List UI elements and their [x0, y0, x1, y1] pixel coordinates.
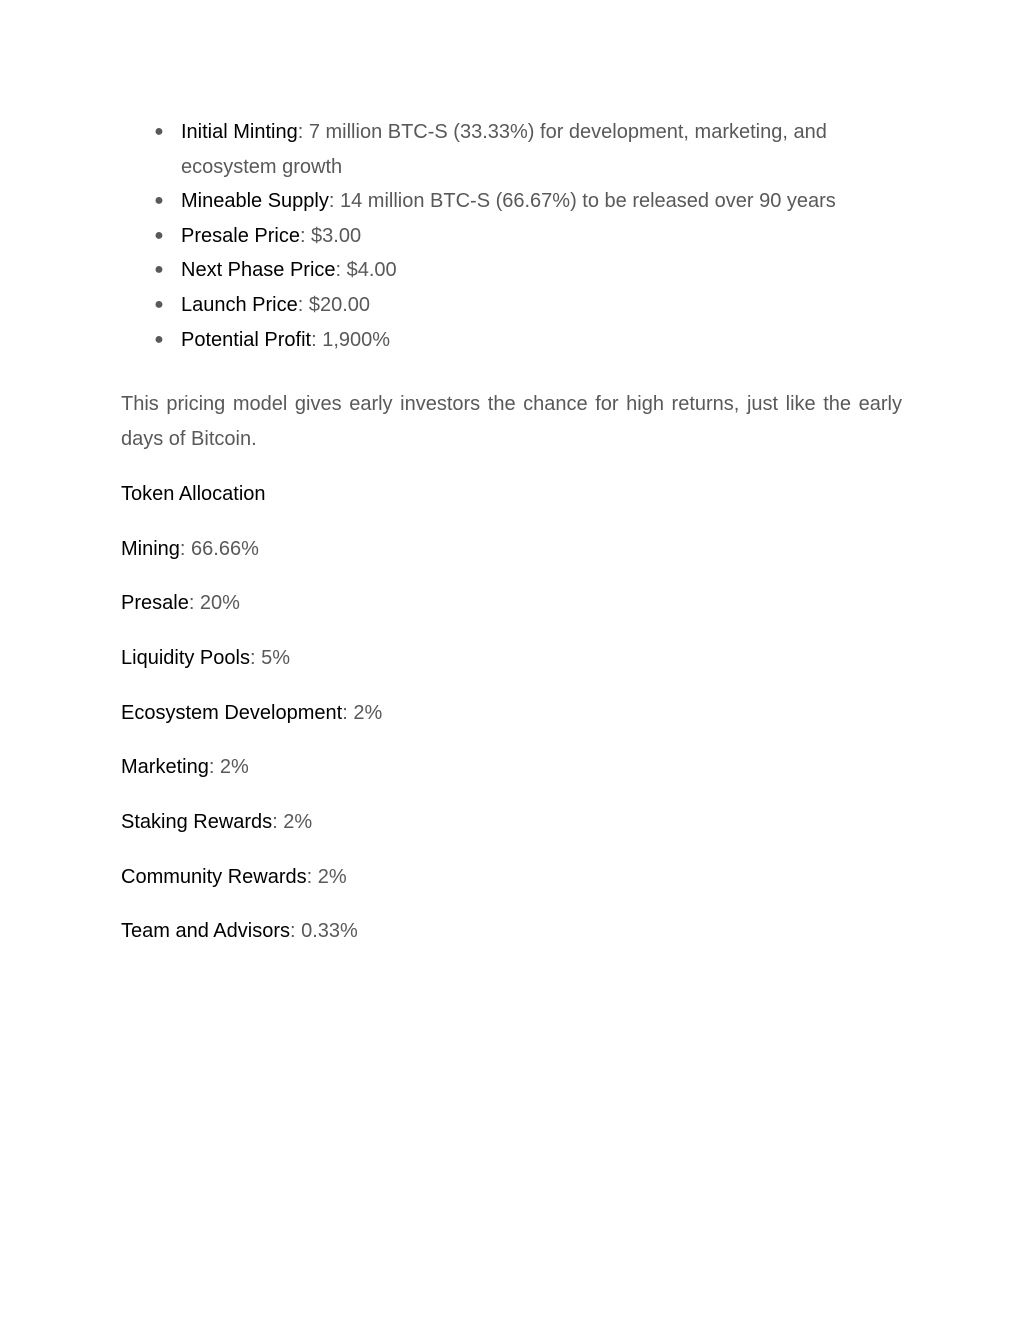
allocation-item-marketing: [121, 750, 249, 785]
list-item: [121, 115, 902, 184]
allocation-value: : 2%: [208, 756, 249, 778]
allocation-label: Marketing: [121, 756, 209, 778]
list-item: [121, 219, 902, 254]
allocation-label: Staking Rewards: [121, 811, 273, 833]
bullet-icon: ●: [154, 123, 164, 140]
pricing-bullet-list: [121, 115, 902, 357]
bullet-label: Next Phase Price: [181, 259, 336, 282]
bullet-label: Launch Price: [181, 293, 298, 316]
bullet-value: : $4.00: [335, 259, 397, 282]
token-allocation-heading: Token Allocation: [121, 483, 266, 505]
allocation-item-community-rewards: [121, 860, 347, 895]
allocation-label: Community Rewards: [121, 866, 307, 888]
allocation-value: : 20%: [188, 592, 240, 614]
list-item: [121, 184, 902, 219]
bullet-value: : $3.00: [299, 224, 362, 247]
bullet-icon: ●: [154, 226, 164, 244]
allocation-value: : 66.66%: [179, 538, 259, 560]
bullet-value: : 7 million BTC-S (33.33%) for development, marketing, and ecosystem growth: [181, 121, 827, 178]
bullet-value: : 1,900%: [311, 328, 391, 351]
pricing-paragraph: This pricing model gives early investors the chance for high returns, just like the early days of Bitcoin.: [121, 393, 902, 450]
allocation-item-staking-rewards: [121, 805, 312, 840]
allocation-label: Liquidity Pools: [121, 647, 250, 669]
allocation-value: : 2%: [342, 702, 383, 724]
allocation-label: Mining: [121, 538, 180, 560]
list-item: [121, 323, 902, 358]
allocation-item-liquidity-pools: [121, 641, 290, 676]
bullet-label: Potential Profit: [181, 328, 312, 351]
allocation-item-team-and-advisors: [121, 914, 358, 949]
allocation-value: : 2%: [272, 811, 313, 833]
bullet-label: Presale Price: [181, 224, 300, 247]
allocation-value: : 0.33%: [289, 920, 358, 942]
bullet-label: Initial Minting: [181, 121, 298, 143]
allocation-item-presale: [121, 586, 240, 621]
bullet-label: Mineable Supply: [181, 190, 329, 213]
bullet-icon: ●: [154, 261, 164, 279]
allocation-item-mining: [121, 532, 259, 567]
bullet-icon: ●: [154, 330, 164, 348]
allocation-label: Ecosystem Development: [121, 702, 343, 724]
list-item: [121, 288, 902, 323]
allocation-value: : 2%: [306, 866, 347, 888]
bullet-value: : 14 million BTC-S (66.67%) to be released over 90 years: [328, 190, 836, 213]
allocation-value: : 5%: [249, 647, 290, 669]
list-item: [121, 253, 902, 288]
bullet-value: : $20.00: [297, 293, 371, 316]
allocation-item-ecosystem-development: [121, 696, 382, 731]
allocation-label: Presale: [121, 592, 189, 614]
bullet-icon: ●: [154, 295, 164, 313]
allocation-label: Team and Advisors: [121, 920, 290, 942]
bullet-icon: ●: [154, 192, 164, 210]
